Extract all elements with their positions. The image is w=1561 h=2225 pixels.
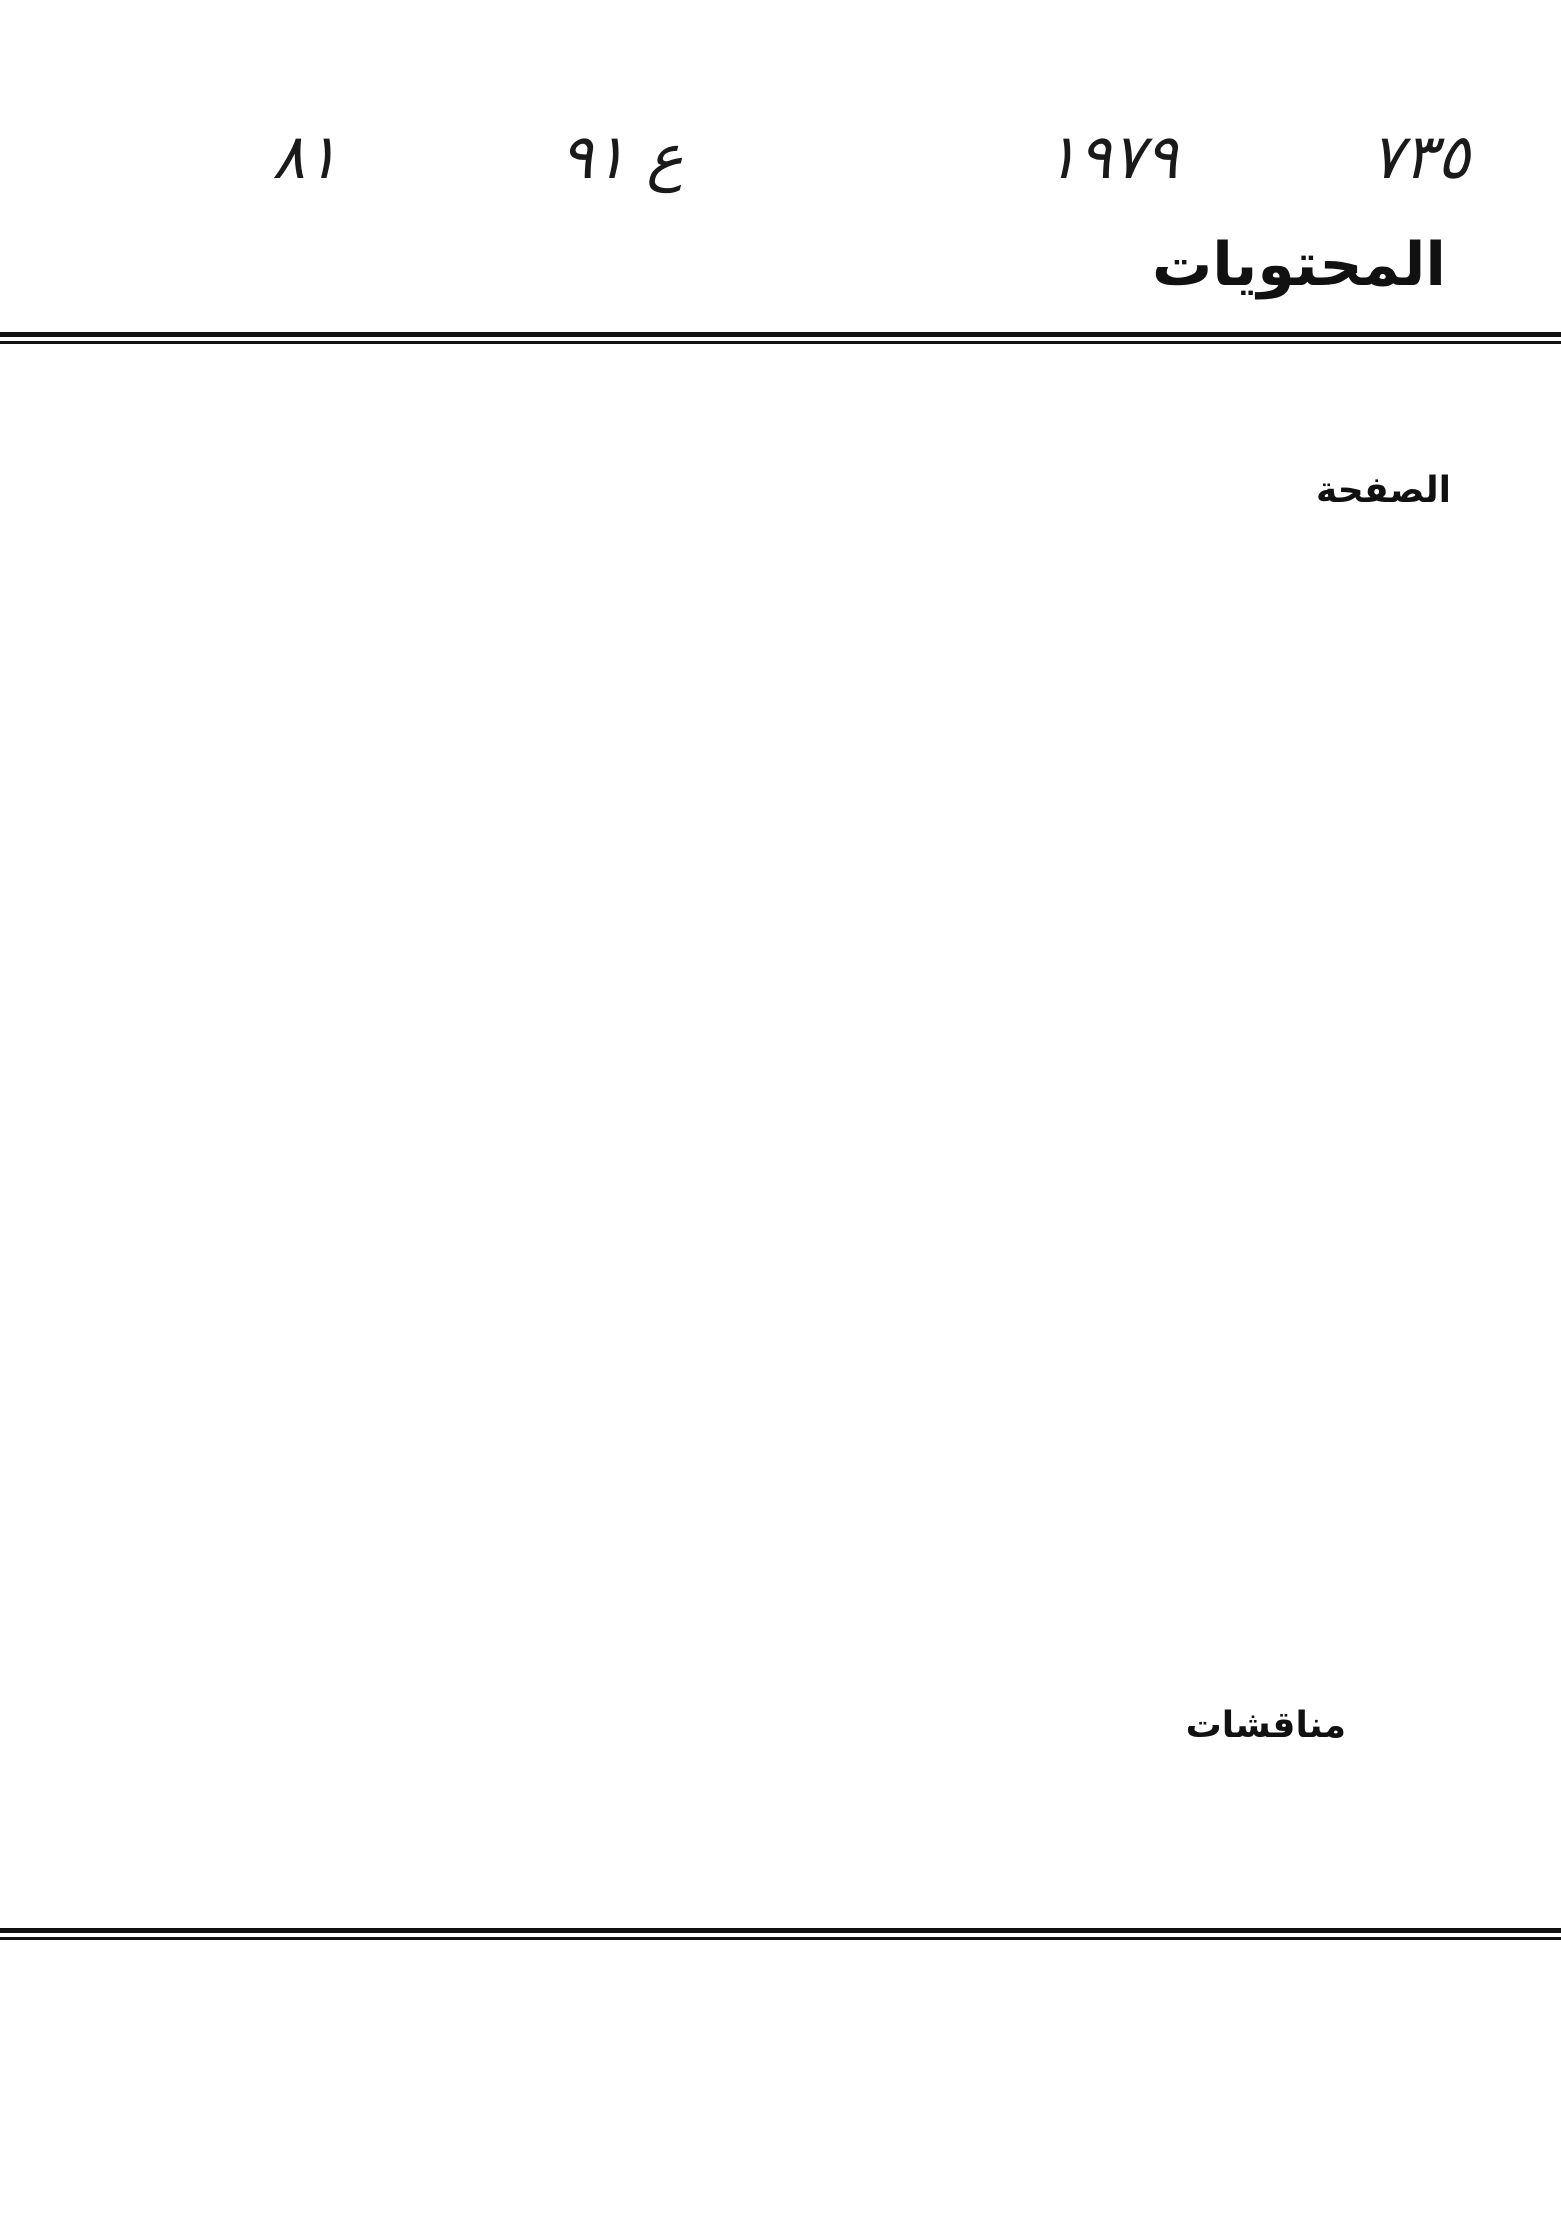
handwritten-mark: ع ٩١ [560, 120, 684, 193]
discussions-heading: مناقشات [1185, 1705, 1346, 1746]
page-column-label: الصفحة [1315, 470, 1451, 511]
handwritten-mark: ٧٣٥ [1370, 120, 1470, 193]
handwritten-mark: ٨١ [272, 120, 339, 193]
page-title: المحتويات [1151, 230, 1446, 300]
handwritten-year: ١٩٧٩ [1045, 120, 1179, 193]
bottom-divider [0, 1928, 1561, 1940]
